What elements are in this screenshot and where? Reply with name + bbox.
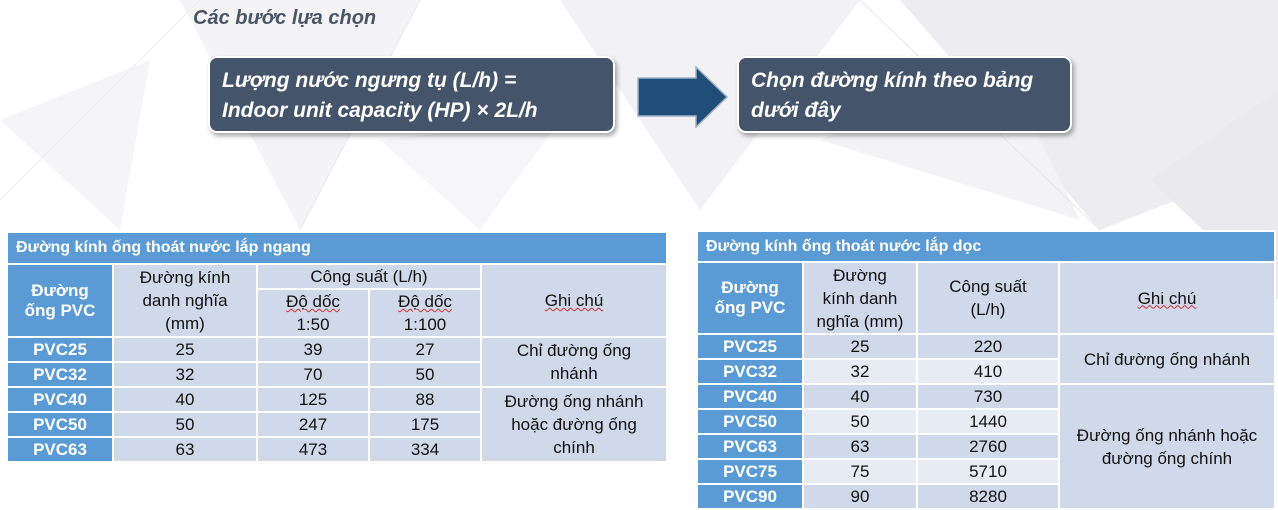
header-note: Ghi chú [481, 264, 667, 337]
vertical-pipe-table [696, 230, 1276, 510]
header-slope-100: Độ dốc 1:100 [369, 289, 481, 337]
right-arrow-icon [636, 66, 730, 128]
horizontal-pipe-table [6, 231, 668, 463]
table-row: PVC25 25 39 27 Chỉ đường ống nhánh [7, 337, 667, 362]
table-row: PVC32 32 70 50 [7, 362, 667, 387]
header-capacity: Công suất (L/h) [257, 264, 481, 289]
step-select-line2: dưới đây [751, 99, 841, 122]
table-row: PVC50 50 1440 [697, 409, 1275, 434]
header-diameter: Đường kính danh nghĩa (mm) [113, 264, 257, 337]
table-row: PVC32 32 410 [697, 359, 1275, 384]
header-note: Ghi chú [1059, 262, 1275, 334]
step-select-line1: Chọn đường kính theo bảng [751, 69, 1034, 92]
step-formula-box [208, 56, 615, 133]
table-row: PVC75 75 5710 [697, 459, 1275, 484]
table-row: PVC50 50 247 175 [7, 412, 667, 437]
header-pipe: Đường ống PVC [7, 264, 113, 337]
header-capacity: Công suất (L/h) [917, 262, 1059, 334]
table-row: PVC63 63 473 334 [7, 437, 667, 462]
table-row: PVC90 90 8280 [697, 484, 1275, 509]
table-row: PVC25 25 220 Chỉ đường ống nhánh [697, 334, 1275, 359]
step-formula-line1: Lượng nước ngưng tụ (L/h) = [222, 69, 517, 92]
vertical-table-title: Đường kính ống thoát nước lắp dọc [697, 231, 1275, 262]
section-heading: Các bước lựa chọn [193, 7, 377, 29]
step-select-box [737, 56, 1072, 133]
header-slope-50: Độ dốc 1:50 [257, 289, 369, 337]
note-main: Đường ống nhánh hoặc đường ống chính [1059, 384, 1275, 509]
note-main: Đường ống nhánh hoặc đường ống chính [481, 387, 667, 462]
note-branch: Chỉ đường ống nhánh [1059, 334, 1275, 384]
note-branch: Chỉ đường ống nhánh [481, 337, 667, 387]
table-row: PVC63 63 2760 [697, 434, 1275, 459]
header-pipe: Đường ống PVC [697, 262, 803, 334]
table-row: PVC40 40 730 Đường ống nhánh hoặc đường ống chính [697, 384, 1275, 409]
step-formula-line2: Indoor unit capacity (HP) × 2L/h [222, 99, 538, 122]
table-row: PVC40 40 125 88 Đường ống nhánh hoặc đường ống chính [7, 387, 667, 412]
header-diameter: Đường kính danh nghĩa (mm) [803, 262, 917, 334]
horizontal-table-title: Đường kính ống thoát nước lắp ngang [7, 232, 667, 264]
